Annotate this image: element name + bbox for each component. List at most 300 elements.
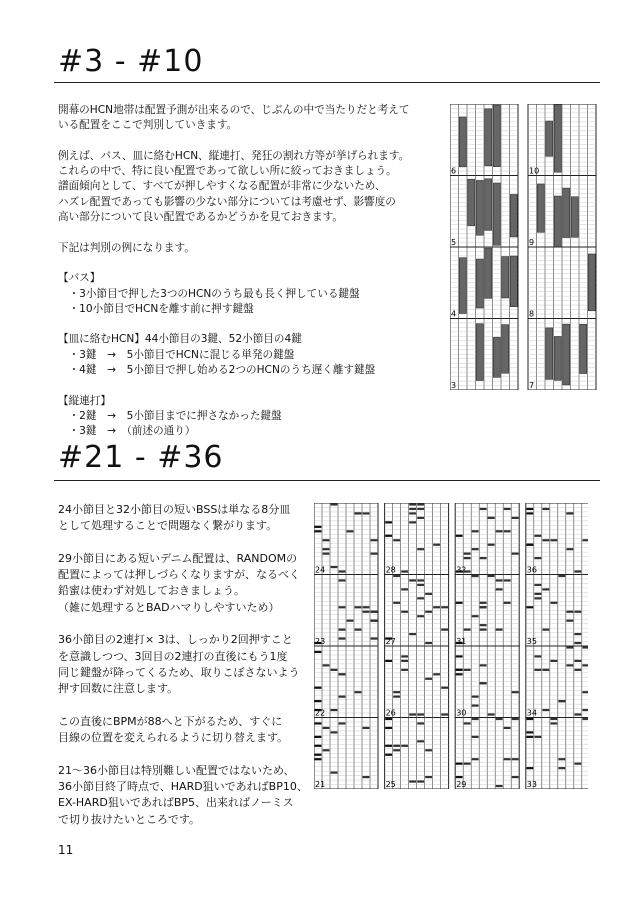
note [472,718,479,720]
measure-label: 7 [529,381,535,390]
measure-23 [314,575,378,647]
note [512,553,519,555]
measure-label: 36 [526,565,537,575]
note [574,660,581,662]
measure-label: 23 [315,637,326,646]
note [582,539,588,541]
measure-label: 31 [456,637,467,646]
note [550,718,557,720]
text-line: 押す回数に注意します。 [58,682,179,696]
text-line: いる配置をここで判別していきます。 [58,119,238,132]
note [385,521,392,523]
note [417,584,424,586]
note [433,544,440,546]
note [496,579,503,581]
note [417,508,424,510]
text-line [58,317,409,332]
hold-note [468,179,475,226]
note [558,758,565,760]
note [425,749,432,751]
note [574,763,581,765]
measure-30 [455,646,519,718]
note [385,718,392,720]
note [401,570,408,572]
note [582,691,588,693]
hold-note [554,196,561,247]
note [496,629,503,631]
note [512,758,519,760]
chart-section1 [450,104,598,390]
section-title-3-10: #3 - #10 [58,44,204,79]
note [385,727,392,729]
hold-note [580,324,587,373]
note [496,785,503,787]
hold-note [554,336,561,380]
measure-label: 21 [315,780,326,789]
note [456,602,463,604]
note [582,646,588,648]
note [393,691,400,693]
text-line: （雑に処理するとBADハマりしやすいため） [58,600,280,614]
note [504,727,511,729]
note [504,508,511,510]
note [339,637,346,639]
note [526,512,533,514]
note [315,530,322,532]
note [480,682,487,684]
note [393,539,400,541]
note [355,691,362,693]
note [550,660,557,662]
note [526,508,533,510]
note [512,718,519,720]
note [355,512,362,514]
measure-28 [385,503,449,575]
hold-note [476,259,483,308]
text-line: ・3鍵 → 5小節目でHCNに混じる単発の鍵盤 [58,348,295,361]
note [534,655,541,657]
note [393,745,400,747]
text-line: EX-HARD狙いであればBP5、出来ればノーミス [58,796,294,810]
note [409,780,416,782]
measure-label: 33 [526,780,537,789]
note [472,615,479,617]
note [393,696,400,698]
measure-label: 34 [526,708,537,718]
note [315,722,322,724]
measure-6 [450,104,518,176]
note [456,535,463,537]
measure-33 [526,718,588,790]
note [480,664,487,666]
hold-note [571,197,578,237]
hold-note [502,325,509,374]
note [566,512,573,514]
note [574,642,581,644]
text-line: 目線の位置を変えられるように切り替えます。 [58,731,289,745]
note [425,593,432,595]
note [417,548,424,550]
note [566,646,573,648]
hold-note [459,117,466,167]
measure-label: 4 [451,309,457,319]
hold-note [546,328,553,379]
note [526,606,533,608]
hold-note [554,105,561,173]
note [371,637,378,639]
note [441,687,448,689]
measure-5 [450,176,518,248]
note [409,503,416,505]
text-line: 下記は判別の例になります。 [58,241,195,254]
note [315,754,322,756]
note [315,745,322,747]
note [472,704,479,706]
note [401,669,408,671]
text-line: として処理することで問題なく繋がります。 [58,519,278,533]
hold-note [563,188,570,237]
hold-note [476,324,483,381]
note [323,727,330,729]
note [542,588,549,590]
hold-note [537,184,544,232]
note [371,620,378,622]
note [534,736,541,738]
hold-note [493,105,500,167]
note [363,512,370,514]
note [323,664,330,666]
note [464,557,471,559]
note [512,776,519,778]
measure-27 [385,575,449,647]
note [574,611,581,613]
note [566,548,573,550]
note [480,508,487,510]
measure-label: 25 [385,780,396,789]
measure-label: 6 [451,166,457,176]
hold-note [502,257,509,298]
text-line: 配置によっては押しづらくなりますが、なるべく [58,568,300,582]
note [417,579,424,581]
note [355,629,362,631]
text-line: 36小節目終了時点で、HARD狙いであればBP10、 [58,780,308,794]
note [574,669,581,671]
note [339,570,346,572]
note [339,722,346,724]
note [409,633,416,635]
text-line: 譜面傾向として、すべてが押しやすくなる配置が非常に少ないため、 [58,180,386,193]
note [363,611,370,613]
section-divider [54,82,600,83]
measure-25 [385,718,449,790]
note [566,664,573,666]
note [315,526,322,528]
note [534,584,541,586]
note [331,669,338,671]
measure-label: 10 [529,166,540,176]
text-line: ・3小節目で押した3つのHCNのうち最も長く押している鍵盤 [58,287,360,300]
note [456,763,463,765]
note [363,776,370,778]
text-line: ハズレ配置であっても影響の少ない部分については考慮せず、影響度の [58,195,396,208]
text-line: 29小節目にある短いデニム配置は、RANDOMの [58,551,298,565]
measure-label: 22 [315,708,326,718]
note [323,553,330,555]
text-line: を意識しつつ、3回目の2連打の直後にもう1度 [58,649,288,663]
note [331,503,338,505]
hold-note [476,180,483,235]
note [385,535,392,537]
note [566,620,573,622]
text-line [58,225,409,240]
note [526,767,533,769]
measure-24 [314,503,378,575]
hold-note [510,194,517,236]
note [371,611,378,613]
note [433,673,440,675]
note [315,687,322,689]
note [464,722,471,724]
hold-note [459,258,466,314]
note [526,718,533,720]
text-line: 同じ鍵盤が降ってくるため、取りこぼさないよう [58,665,300,679]
measure-label: 28 [385,565,396,575]
note [480,602,487,604]
note [371,539,378,541]
text-line: この直後にBPMが88へと下がるため、すぐに [58,714,283,728]
text-line [58,535,308,551]
note [323,548,330,550]
note [464,669,471,671]
hold-note [493,337,500,377]
note [504,579,511,581]
note [417,615,424,617]
note [582,718,588,720]
measure-label: 9 [529,238,535,247]
note [464,629,471,631]
note [542,508,549,510]
note [496,718,503,720]
measure-32 [455,503,519,575]
note [512,517,519,519]
note [456,655,463,657]
measure-label: 29 [456,780,467,789]
text-line: 【バス】 [58,272,101,285]
hold-note [485,179,492,231]
measure-26 [385,646,449,718]
note [425,611,432,613]
note [339,606,346,608]
note [512,691,519,693]
note [363,606,370,608]
measure-10 [528,104,596,176]
text-line: ・4鍵 → 5小節目で押し始める2つのHCNのうち遅く離す鍵盤 [58,364,376,377]
note [534,597,541,599]
measure-9 [528,176,596,248]
note [433,606,440,608]
note [401,745,408,747]
note [347,530,354,532]
page-number: 11 [58,843,74,857]
measure-22 [314,646,378,718]
note [331,709,338,711]
hold-note [485,248,492,298]
text-line: ・10小節目でHCNを離す前に押す鍵盤 [58,302,254,315]
note [488,713,495,715]
text-line: 【縦連打】 [58,394,111,407]
note [534,535,541,537]
text-line [58,134,409,149]
text-line: ・3鍵 → （前述の通り） [58,425,196,438]
measure-label: 35 [526,637,537,646]
note [339,696,346,698]
note [441,713,448,715]
note [425,776,432,778]
measure-31 [455,575,519,647]
text-line: 鉛蜜は使わず対処しておきましょう。 [58,584,245,598]
note [409,521,416,523]
text-line [58,256,409,271]
note [385,745,392,747]
note [331,566,338,568]
note [385,660,392,662]
note [409,579,416,581]
note [472,575,479,577]
note [550,602,557,604]
text-line: 21～36小節目は特別難しい配置ではないため、 [58,763,295,777]
measure-label: 8 [529,309,535,319]
note [425,678,432,680]
note [393,749,400,751]
note [558,767,565,769]
note [550,722,557,724]
text-line [58,378,409,393]
hold-note [493,183,500,245]
note [339,629,346,631]
measure-36 [526,503,588,575]
note [480,624,487,626]
note [504,530,511,532]
note [401,611,408,613]
note [472,758,479,760]
text-line: 高い部分について良い配置であるかどうかを見ておきます。 [58,211,343,224]
note [385,754,392,756]
measure-label: 5 [451,238,457,247]
note [464,763,471,765]
note [472,696,479,698]
measure-label: 27 [385,637,396,646]
hold-note [510,256,517,307]
note [417,517,424,519]
text-line: 【皿に絡むHCN】44小節目の3鍵、52小節目の4鍵 [58,333,302,346]
note [315,758,322,760]
section1-body [58,103,409,440]
text-line [58,616,308,632]
note [371,553,378,555]
measure-35 [526,575,588,647]
note [417,722,424,724]
note [488,575,495,577]
hold-note [588,254,595,311]
note [574,570,581,572]
measure-29 [455,718,519,790]
note [488,517,495,519]
section-title-21-36: #21 - #36 [58,440,224,475]
note [417,740,424,742]
note [480,606,487,608]
note [558,575,565,577]
note [417,780,424,782]
note [315,651,322,653]
note [409,713,416,715]
note [339,673,346,675]
note [534,593,541,595]
note [393,602,400,604]
note [441,606,448,608]
section2-body [58,502,308,828]
note [472,530,479,532]
note [488,544,495,546]
note [542,669,549,671]
measure-7 [528,319,596,391]
hold-note [563,324,570,385]
note [504,602,511,604]
hold-note [546,121,553,156]
note [363,727,370,729]
note [496,530,503,532]
note [582,709,588,711]
text-line: 例えば、バス、皿に絡むHCN、縦連打、発狂の割れ方等が挙げられます。 [58,149,410,162]
measure-label: 32 [456,565,467,575]
note [574,713,581,715]
measure-21 [314,718,378,790]
text-line [58,746,308,762]
note [472,548,479,550]
measure-label: 24 [315,565,326,575]
note [550,539,557,541]
note [417,503,424,505]
note [339,579,346,581]
note [401,588,408,590]
note [347,620,354,622]
note [323,749,330,751]
note [355,606,362,608]
measure-3 [450,319,518,391]
text-line: 24小節目と32小節目の短いBSSは単なる8分皿 [58,503,291,516]
hold-note [485,109,492,166]
section-divider [54,480,600,481]
note [456,776,463,778]
text-line: 36小節目の2連打× 3は、しっかり2回押すこと [58,633,293,647]
measure-4 [450,247,518,319]
note [456,673,463,675]
text-line [58,698,308,714]
note [558,700,565,702]
note [441,629,448,631]
note [417,597,424,599]
text-line: ・2鍵 → 5小節目までに押さなかった鍵盤 [58,409,282,422]
note [393,575,400,577]
text-line: 開幕のHCN地帯は配置予測が出来るので、じぶんの中で当たりだと考えて [58,104,410,116]
note [480,557,487,559]
note [504,758,511,760]
note [526,731,533,733]
note [409,512,416,514]
note [323,539,330,541]
note [417,713,424,715]
note [401,655,408,657]
note [542,539,549,541]
